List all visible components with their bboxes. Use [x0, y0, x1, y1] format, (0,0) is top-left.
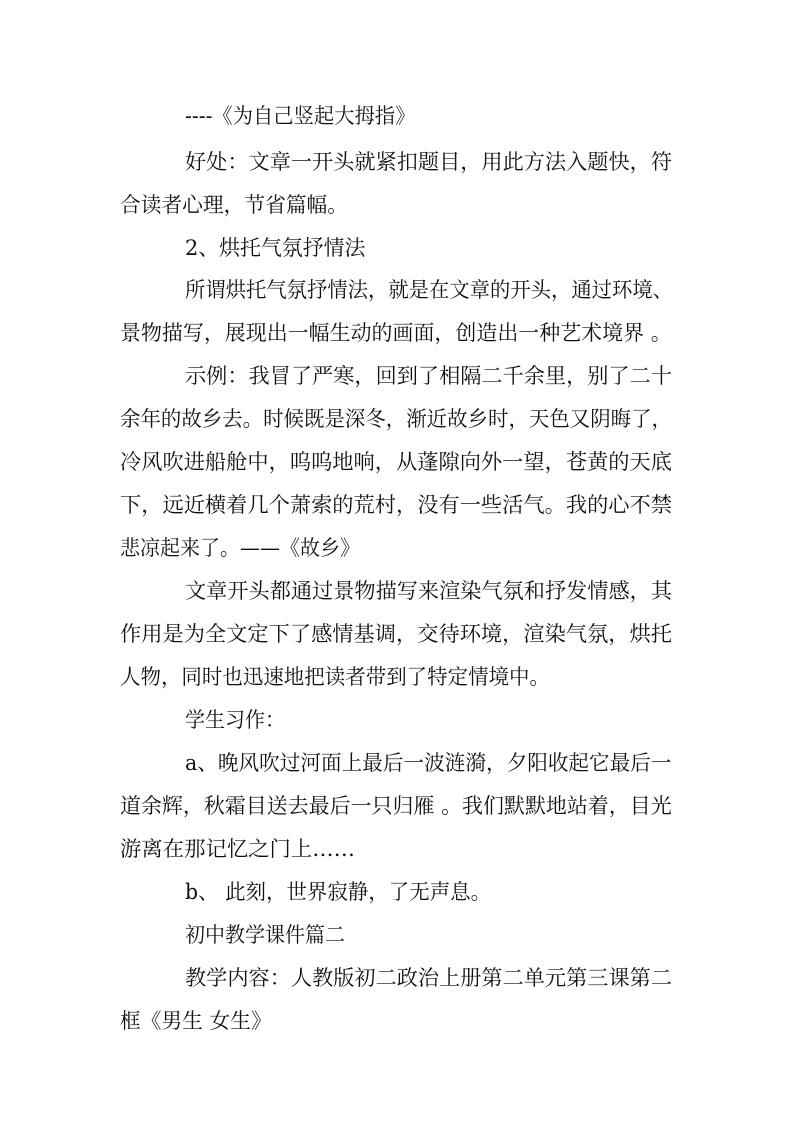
paragraph-line: 框《男生 女生》: [120, 1009, 272, 1033]
paragraph-line: 好处：文章一开头就紧扣题目，用此方法入题快，符: [185, 150, 672, 174]
paragraph-line: 悲凉起来了。——《故乡》: [120, 536, 360, 560]
section-label: 学生习作：: [185, 708, 285, 732]
paragraph-line: 文章开头都通过景物描写来渲染气氛和抒发情感，其: [185, 579, 672, 603]
paragraph-line: b、 此刻，世界寂静，了无声息。: [185, 880, 492, 904]
paragraph-line: 教学内容：人教版初二政治上册第二单元第三课第二: [185, 966, 672, 990]
citation-line: ----《为自己竖起大拇指》: [185, 104, 416, 128]
paragraph-line: 游离在那记忆之门上……: [120, 837, 355, 861]
paragraph-line: 作用是为全文定下了感情基调，交待环境，渲染气氛，烘托: [120, 622, 673, 646]
paragraph-line: 余年的故乡去。时候既是深冬，渐近故乡时，天色又阴晦了，: [120, 407, 672, 431]
paragraph-line: 示例：我冒了严寒，回到了相隔二千余里，别了二十: [185, 364, 672, 388]
paragraph-line: 人物，同时也迅速地把读者带到了特定情境中。: [120, 665, 550, 689]
paragraph-line: 冷风吹进船舱中，呜呜地响，从蓬隙向外一望，苍黄的天底: [120, 450, 673, 474]
paragraph-line: a、晚风吹过河面上最后一波涟漪，夕阳收起它最后一: [185, 751, 672, 775]
paragraph-line: 下，远近横着几个萧索的荒村，没有一些活气。我的心不禁: [120, 493, 673, 517]
section-heading: 2、烘托气氛抒情法: [185, 236, 366, 260]
paragraph-line: 道余辉，秋霜目送去最后一只归雁 。我们默默地站着，目光: [120, 794, 672, 818]
paragraph-line: 合读者心理，节省篇幅。: [120, 193, 348, 217]
paragraph-line: 景物描写，展现出一幅生动的画面，创造出一种艺术境界 。: [120, 321, 672, 345]
paragraph-line: 所谓烘托气氛抒情法，就是在文章的开头，通过环境、: [185, 278, 673, 302]
section-heading: 初中教学课件篇二: [185, 923, 345, 947]
